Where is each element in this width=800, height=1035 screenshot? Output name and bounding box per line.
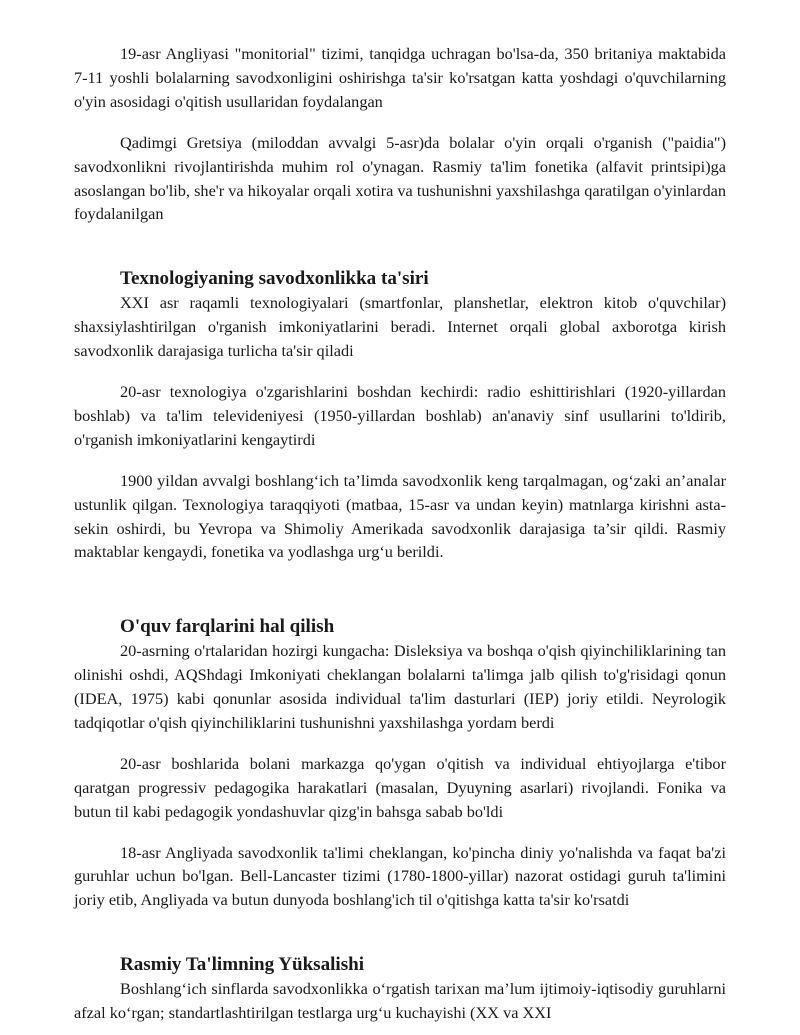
paragraph-monitorial-system: 19-asr Angliyasi "monitorial" tizimi, tanqidga uchragan bo'lsa-da, 350 britaniya maktabida 7-11 yoshli bolalarning savodxonligini oshirishga ta'sir ko'rsatgan katta yoshdagi o'quvchilarning o'yin asosidagi o'qitish usullaridan foydalangan [74,44,726,111]
paragraph-pre-1900-education: 1900 yildan avvalgi boshlang‘ich ta’limda savodxonlik keng tarqalmagan, og‘zaki an’analar ustunlik qilgan. Texnologiya taraqqiyoti (matbaa, 15-asr va undan keyin) matnlarga kirishni asta-sekin oshirdi, bu Yevropa va Shimoliy Amerikada savodxonlik darajasiga ta’sir qildi. Rasmiy maktablar kengaydi, fonetika va yodlashga urg‘u berildi. [74,470,726,562]
paragraph-dyslexia-idea: 20-asrning o'rtalaridan hozirgi kungacha: Disleksiya va boshqa o'qish qiyinchiliklarining tan olinishi oshdi, AQShdagi Imkoniyati cheklangan bolalarni ta'limga jalb qilish to'g'risidagi qonun (IDEA, 1975) kabi qonunlar asosida individual ta'lim dasturlari (IEP) joriy etildi. Neyrologik tadqiqotlar o'qish qiyinchiliklarini tushunishni yaxshilashga yordam berdi [74,641,726,732]
section-heading-technology: Texnologiyaning savodxonlikka ta'siri [120,268,429,290]
document-page [74,42,726,1025]
paragraph-18th-century-england: 18-asr Angliyada savodxonlik ta'limi cheklangan, ko'pincha diniy yo'nalishda va faqat ba'zi guruhlar uchun bo'lgan. Bell-Lancaster tizimi (1780-1800-yillar) nazorat ostidagi guruh ta'limini joriy etib, Angliyada va butun dunyoda boshlang'ich til o'qitishga katta ta'sir ko'rsatdi [74,842,726,910]
section-heading-learning-differences: O'quv farqlarini hal qilish [120,616,335,638]
paragraph-progressive-pedagogy: 20-asr boshlarida bolani markazga qo'ygan o'qitish va individual ehtiyojlarga e'tibor qaratgan progressiv pedagogika harakatlari (masalan, Dyuyning asarlari) rivojlandi. Fonika va butun til kabi pedagogik yondashuvlar qizg'in bahsga sabab bo'ldi [74,753,726,821]
paragraph-ancient-greece: Qadimgi Gretsiya (miloddan avvalgi 5-asr)da bolalar o'yin orqali o'rganish ("paidia") savodxonlikni rivojlantirishda muhim rol o'ynagan. Rasmiy ta'lim fonetika (alfavit printsipi)ga asoslangan bo'lib, she'r va hikoyalar orqali xotira va tushunishni yaxshilashga qaratilgan o'yinlardan foydalanilgan [74,132,726,224]
section-heading-formal-education: Rasmiy Ta'limning Yüksalishi [120,954,365,976]
paragraph-20th-century-technology: 20-asr texnologiya o'zgarishlarini boshdan kechirdi: radio eshittirishlari (1920-yillardan boshlab) va ta'lim televideniyesi (1950-yillardan boshlab) an'anaviy sinf usullarini to'ldirib, o'rganish imkoniyatlarini kengaytirdi [74,381,726,449]
paragraph-primary-literacy: Boshlang‘ich sinflarda savodxonlikka o‘rgatish tarixan ma’lum ijtimoiy-iqtisodiy guruhlarni afzal ko‘rgan; standartlashtirilgan testlarga urg‘u kuchayishi (XX va XXI [74,979,726,1023]
paragraph-digital-technologies: XXI asr raqamli texnologiyalari (smartfonlar, planshetlar, elektron kitob o'quvchilar) shaxsiylashtirilgan o'rganish imkoniyatlarini beradi. Internet orqali global axborotga kirish savodxonlik darajasiga turlicha ta'sir qiladi [74,293,726,361]
